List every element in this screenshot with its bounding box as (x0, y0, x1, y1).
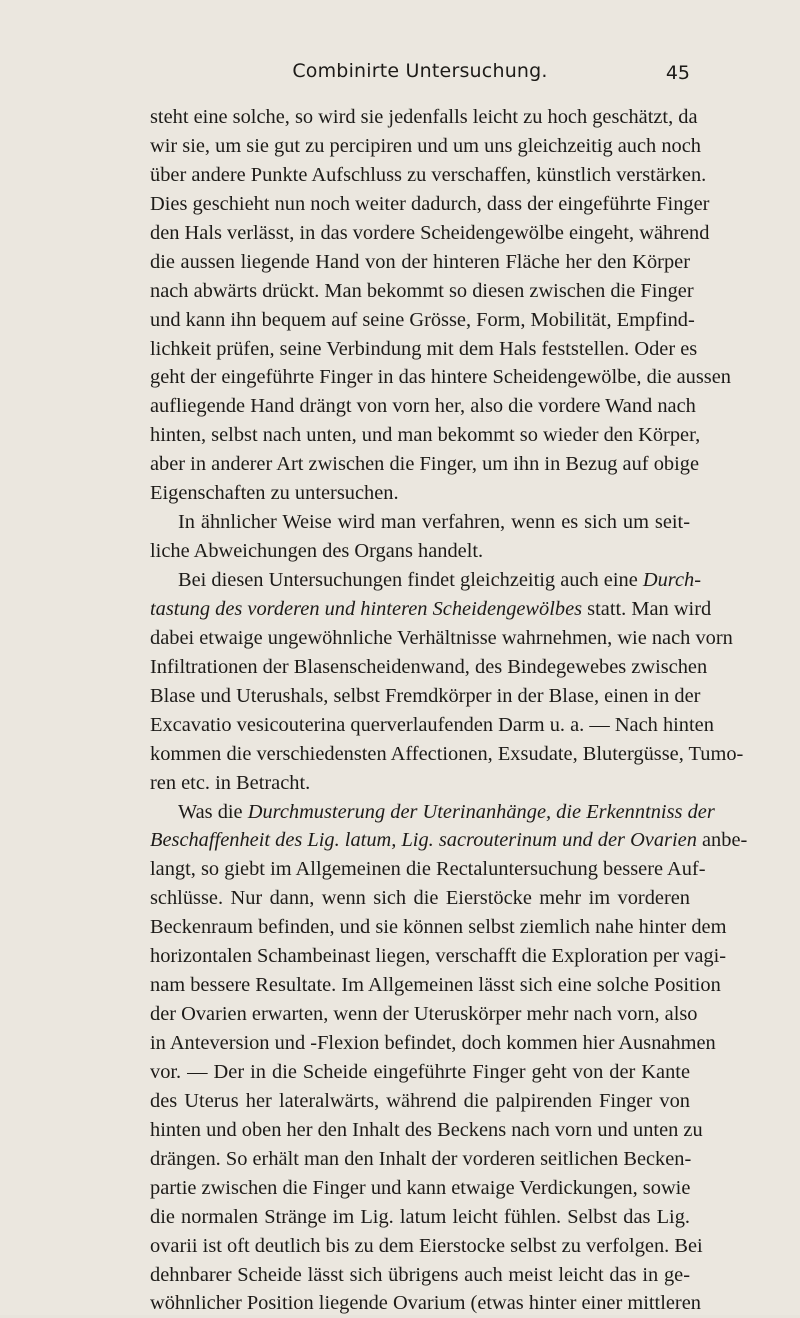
text-line (150, 653, 708, 682)
line-text: anbe- (696, 829, 748, 852)
text-line (150, 595, 712, 624)
text-line (150, 219, 710, 248)
line-text: Blase und Uterushals, selbst Fremdkörper in der Blase, einen in der (150, 684, 701, 707)
line-text: aber in anderer Art zwischen die Finger, um ihn in Bezug auf obige (150, 453, 699, 476)
text-line (150, 769, 690, 798)
text-line (150, 306, 695, 335)
text-line (150, 971, 721, 1000)
text-line (150, 1029, 716, 1058)
text-line (150, 248, 690, 277)
line-text: Dies geschieht nun noch weiter dadurch, dass der eingeführte Finger (150, 192, 710, 215)
line-text: Bei diesen Untersuchungen findet gleichzeitig auch eine (178, 569, 643, 591)
running-title: Combinirte Untersuchung. (292, 60, 548, 82)
text-line (150, 1116, 703, 1145)
line-text: Was die (178, 800, 248, 823)
line-text: langt, so giebt im Allgemeinen die Rectaluntersuchung bessere Auf- (150, 858, 706, 881)
text-line (150, 624, 733, 653)
line-text: über andere Punkte Aufschluss zu verschaffen, künstlich verstärken. (150, 163, 707, 186)
text-line (150, 798, 715, 827)
line-text: schlüsse. Nur dann, wenn sich die Eierstöcke mehr im vorderen (150, 887, 690, 910)
line-text: ovarii ist oft deutlich bis zu dem Eierstocke selbst zu verfolgen. Bei (150, 1234, 703, 1257)
text-line (150, 190, 710, 219)
line-text: drängen. So erhält man den Inhalt der vorderen seitlichen Becken- (150, 1147, 692, 1170)
line-text: Excavatio vesicouterina querverlaufenden Darm u. a. — Nach hinten (150, 713, 714, 736)
line-text: lichkeit prüfen, seine Verbindung mit dem Hals feststellen. Oder es (150, 337, 698, 360)
text-line (150, 884, 690, 913)
text-line (150, 450, 699, 479)
text-line (150, 1000, 698, 1029)
text-line (150, 1087, 690, 1116)
text-line (150, 1261, 690, 1290)
line-text: des Uterus her lateralwärts, während die palpirenden Finger von (150, 1089, 690, 1112)
text-line (150, 1289, 701, 1318)
line-text: steht eine solche, so wird sie jedenfalls leicht zu hoch geschätzt, da (150, 106, 698, 128)
text-line (150, 682, 701, 711)
line-text: liche Abweichungen des Organs handelt. (150, 540, 484, 563)
text-line (150, 103, 698, 132)
italic-text: Durch- (642, 569, 701, 591)
text-line (150, 335, 698, 364)
line-text: Eigenschaften zu untersuchen. (150, 482, 399, 505)
text-line (150, 1145, 690, 1174)
text-line (150, 855, 706, 884)
line-text: horizontalen Schambeinast liegen, verschafft die Exploration per vagi- (150, 945, 727, 968)
text-line (150, 508, 690, 537)
text-line (150, 740, 744, 769)
line-text: ren etc. in Betracht. (150, 771, 311, 794)
line-text: den Hals verlässt, in das vordere Scheidengewölbe eingeht, während (150, 221, 710, 244)
text-line (150, 479, 690, 508)
text-line (150, 277, 694, 306)
text-line (150, 421, 701, 450)
line-text: der Ovarien erwarten, wenn der Uteruskörper mehr nach vorn, also (150, 1003, 698, 1026)
line-text: aufliegende Hand drängt von vorn her, also die vordere Wand nach (150, 395, 696, 418)
italic-text: Durchmusterung der Uterinanhänge, die Erkenntniss der (247, 800, 715, 823)
text-line (150, 1058, 690, 1087)
line-text: Infiltrationen der Blasenscheidenwand, des Bindegewebes zwischen (150, 655, 708, 678)
line-text: hinten, selbst nach unten, und man bekommt so wieder den Körper, (150, 424, 701, 447)
line-text: wöhnlicher Position liegende Ovarium (etwas hinter einer mittleren (150, 1292, 701, 1315)
line-text: partie zwischen die Finger und kann etwaige Verdickungen, sowie (150, 1176, 691, 1199)
text-line (150, 392, 696, 421)
line-text: die aussen liegende Hand von der hinteren Fläche her den Körper (150, 250, 690, 273)
text-line (150, 942, 727, 971)
italic-text: Beschaffenheit des Lig. latum, Lig. sacrouterinum und der Ovarien (150, 829, 697, 852)
line-text: nam bessere Resultate. Im Allgemeinen lässt sich eine solche Position (150, 974, 721, 997)
line-text: geht der eingeführte Finger in das hintere Scheidengewölbe, die aussen (150, 366, 731, 389)
line-text: kommen die verschiedensten Affectionen, Exsudate, Blutergüsse, Tumo- (150, 742, 744, 765)
text-line (150, 1203, 690, 1232)
text-line (150, 826, 748, 855)
line-text: dehnbarer Scheide lässt sich übrigens auch meist leicht das in ge- (150, 1263, 690, 1286)
line-text: in Anteversion und -Flexion befindet, doch kommen hier Ausnahmen (150, 1032, 716, 1054)
running-head (150, 60, 690, 86)
line-text: und kann ihn bequem auf seine Grösse, Form, Mobilität, Empfind- (150, 308, 695, 331)
text-line (150, 537, 690, 566)
text-line (150, 363, 731, 392)
text-line (150, 566, 701, 595)
text-line (150, 711, 714, 740)
line-text: In ähnlicher Weise wird man verfahren, wenn es sich um seit- (178, 511, 690, 534)
page-number: 45 (665, 62, 690, 84)
body-text (150, 103, 748, 1318)
text-line (150, 132, 701, 161)
line-text: die normalen Stränge im Lig. latum leicht fühlen. Selbst das Lig. (150, 1205, 690, 1228)
line-text: statt. Man wird (582, 597, 712, 620)
italic-text: tastung des vorderen und hinteren Scheidengewölbes (150, 597, 583, 620)
line-text: wir sie, um sie gut zu percipiren und um uns gleichzeitig auch noch (150, 134, 701, 157)
line-text: nach abwärts drückt. Man bekommt so diesen zwischen die Finger (150, 279, 694, 302)
text-line (150, 161, 707, 190)
text-line (150, 1232, 703, 1261)
line-text: dabei etwaige ungewöhnliche Verhältnisse wahrnehmen, wie nach vorn (150, 626, 733, 649)
text-line (150, 1174, 690, 1203)
line-text: vor. — Der in die Scheide eingeführte Finger geht von der Kante (150, 1060, 690, 1083)
line-text: Beckenraum befinden, und sie können selbst ziemlich nahe hinter dem (150, 916, 727, 939)
line-text: hinten und oben her den Inhalt des Beckens nach vorn und unten zu (150, 1118, 703, 1141)
text-line (150, 913, 727, 942)
